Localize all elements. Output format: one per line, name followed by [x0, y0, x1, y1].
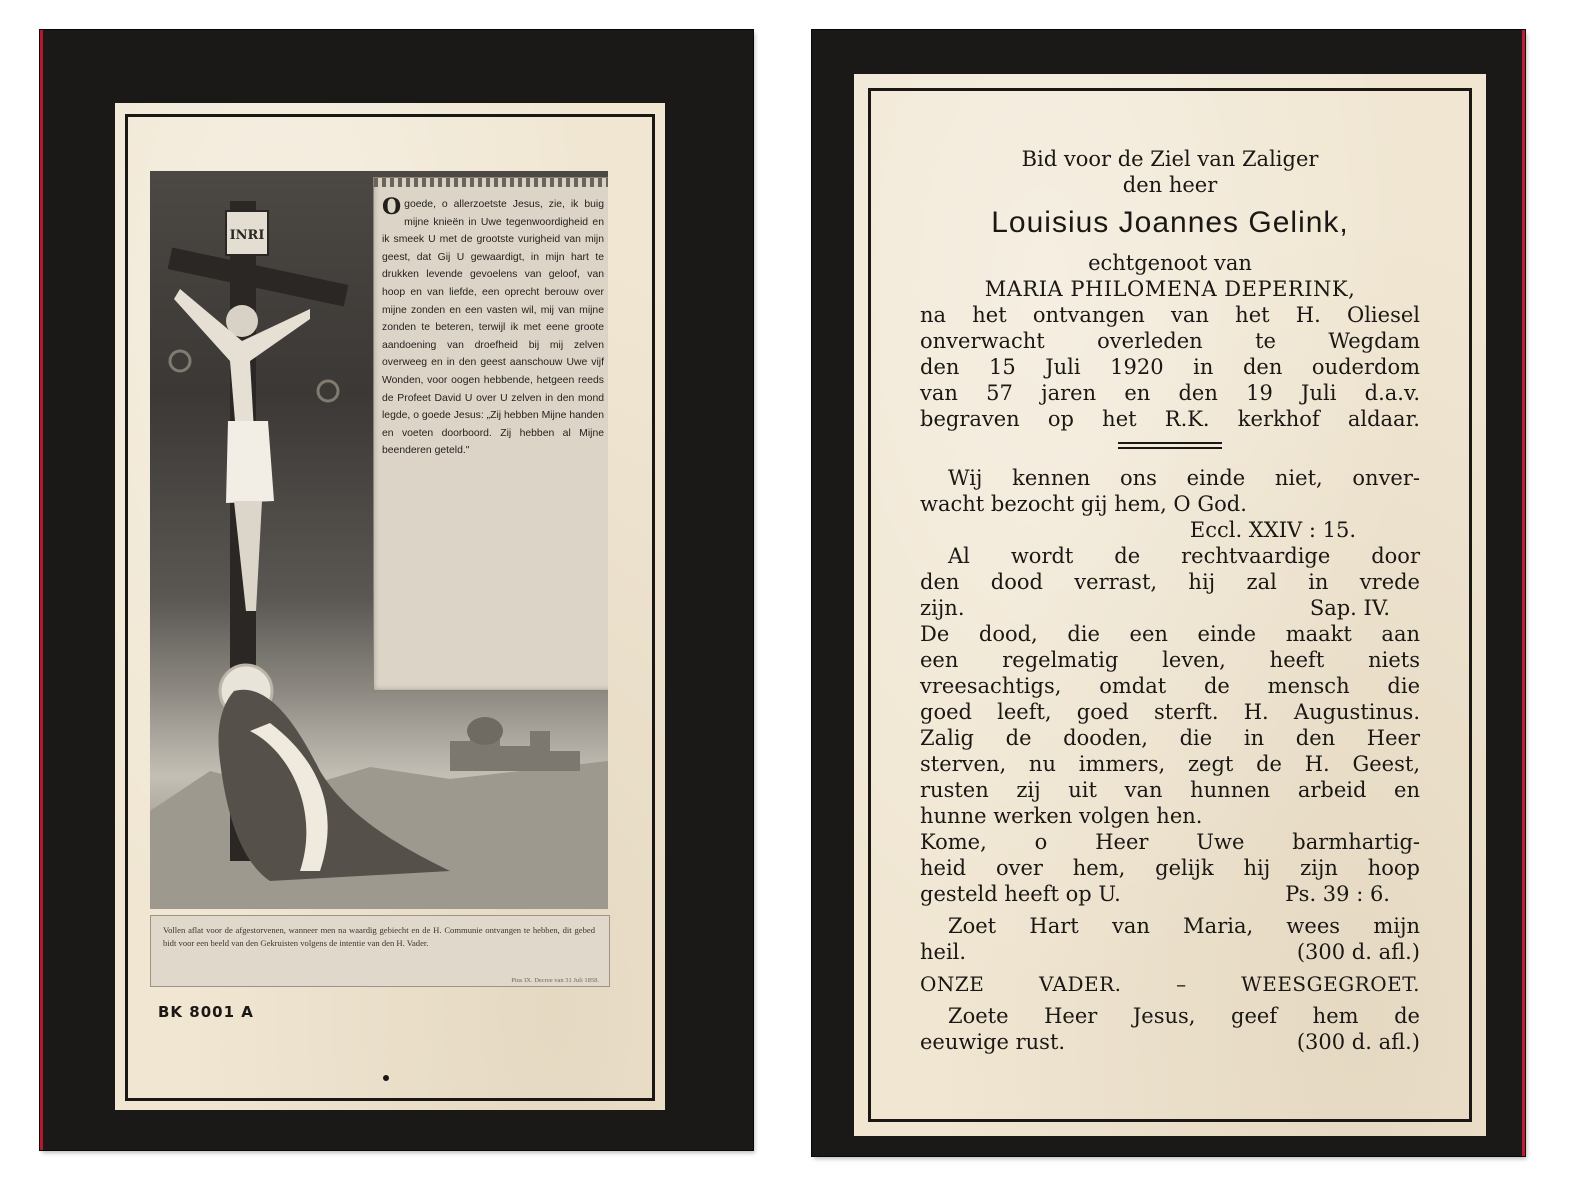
quote-line: vreesachtigs, omdat de mensch die — [920, 674, 1420, 698]
bio-line: van 57 jaren en den 19 Juli d.a.v. — [920, 381, 1420, 405]
prayer-panel — [373, 177, 608, 691]
quote-line: gesteld heeft op U. — [920, 882, 1121, 906]
quote-reference: Sap. IV. — [1309, 596, 1390, 620]
quote-line: sterven, nu immers, zegt de H. Geest, — [920, 752, 1420, 776]
card-front-paper — [115, 103, 665, 1110]
prayer-ornament — [374, 178, 608, 187]
card-back-paper — [854, 74, 1486, 1136]
print-code: BK 8001 A — [158, 1003, 254, 1021]
quote-line: hunne werken volgen hen. — [920, 804, 1203, 828]
quote-line: zijn. — [920, 596, 965, 620]
cross-beam-horizontal — [168, 248, 349, 307]
crucifixion-illustration — [150, 171, 608, 909]
deceased-name: Louisius Joannes Gelink, — [991, 206, 1349, 239]
temple-dome — [467, 717, 503, 745]
quote-line-with-reference — [920, 939, 1420, 965]
indulgence-days: (300 d. afl.) — [1296, 940, 1420, 964]
quote-line: Zalig de dooden, die in den Heer — [920, 726, 1420, 750]
quote-line-with-reference — [920, 1029, 1420, 1055]
bio-line: onverwacht overleden te Wegdam — [920, 329, 1420, 353]
orb-right — [318, 381, 338, 401]
quote-line-with-reference — [920, 595, 1420, 621]
bio-line: na het ontvangen van het H. Oliesel — [920, 303, 1420, 327]
indulgence-days: (300 d. afl.) — [1296, 1030, 1420, 1054]
ink-spot — [383, 1075, 389, 1081]
loincloth — [226, 421, 274, 503]
quote-line: Wij kennen ons einde niet, onver- — [948, 466, 1420, 490]
quote-line: Zoete Heer Jesus, geef hem de — [948, 1004, 1420, 1028]
indulgence-text: Vollen aflat voor de afgestorvenen, wanneer men na waardig gebiecht en de H. Communie ontvangen te hebben, dit gebed bidt voor een beeld van den Gekruisten volgens de intentie van den H. Vader. — [163, 925, 595, 948]
spouse-name: MARIA PHILOMENA DEPERINK, — [984, 277, 1356, 301]
memorial-text — [920, 146, 1420, 1055]
quote-reference: Ps. 39 : 6. — [1285, 882, 1390, 906]
inri-text: INRI — [229, 228, 265, 243]
quote-line: eeuwige rust. — [920, 1030, 1066, 1054]
intro-line-2: den heer — [1122, 173, 1218, 197]
intro-line-1: Bid voor de Ziel van Zaliger — [1021, 147, 1319, 171]
holy-card-front — [40, 30, 753, 1150]
bio-line: den 15 Juli 1920 in den ouderdom — [920, 355, 1420, 379]
quote-line: den dood verrast, hij zal in vrede — [920, 570, 1420, 594]
orb-left — [170, 351, 190, 371]
prayer-names: ONZE VADER. – WEESGEGROET. — [920, 972, 1420, 996]
indulgence-reference: Pius IX. Decree van 31 Juli 1858. — [511, 977, 599, 984]
quote-line: Kome, o Heer Uwe barmhartig- — [920, 830, 1420, 854]
double-rule-divider — [1118, 442, 1222, 449]
quote-line: een regelmatig leven, heeft niets — [920, 648, 1420, 672]
quote-reference: Eccl. XXIV : 15. — [1189, 518, 1356, 542]
spouse-intro: echtgenoot van — [1088, 251, 1252, 275]
quote-line: Al wordt de rechtvaardige door — [948, 544, 1420, 568]
quote-line: heid over hem, gelijk hij zijn hoop — [920, 856, 1420, 880]
quote-line: goed leeft, goed sterft. H. Augustinus. — [920, 700, 1420, 724]
quote-line: heil. — [920, 940, 967, 964]
quote-line: rusten zij uit van hunnen arbeid en — [920, 778, 1420, 802]
quote-line: wacht bezocht gij hem, O God. — [920, 492, 1247, 516]
quote-line: De dood, die een einde maakt aan — [920, 622, 1420, 646]
prayer-text: Ogoede, o allerzoetste Jesus, zie, ik buig mijne knieën in Uwe tegenwoordigheid en ik smeek U met de grootste vurigheid van mijn geest, dat Gij U gewaardigt, in mijn hart te drukken levende gevoelens van geloof, van hoop en van liefde, een oprecht berouw over mijne zonden en een vasten wil, mij van mijne zonden te beteren, terwijl ik met eene groote aandoening van droefheid bij mij zelven overweeg en in den geest aanschouw Uwe vijf Wonden, voor oogen hebbende, hetgeen reeds de Profeet David U over U zelven in den mond legde, o goede Jesus: „Zij hebben Mijne handen en voeten doorboord. Zij hebben al Mijne beenderen geteld." — [382, 194, 604, 457]
bio-line: begraven op het R.K. kerkhof aldaar. — [920, 407, 1420, 431]
memorial-card-back — [812, 30, 1525, 1156]
indulgence-box — [150, 915, 610, 987]
quote-line: Zoet Hart van Maria, wees mijn — [948, 914, 1420, 938]
quote-line-with-reference — [920, 881, 1420, 907]
